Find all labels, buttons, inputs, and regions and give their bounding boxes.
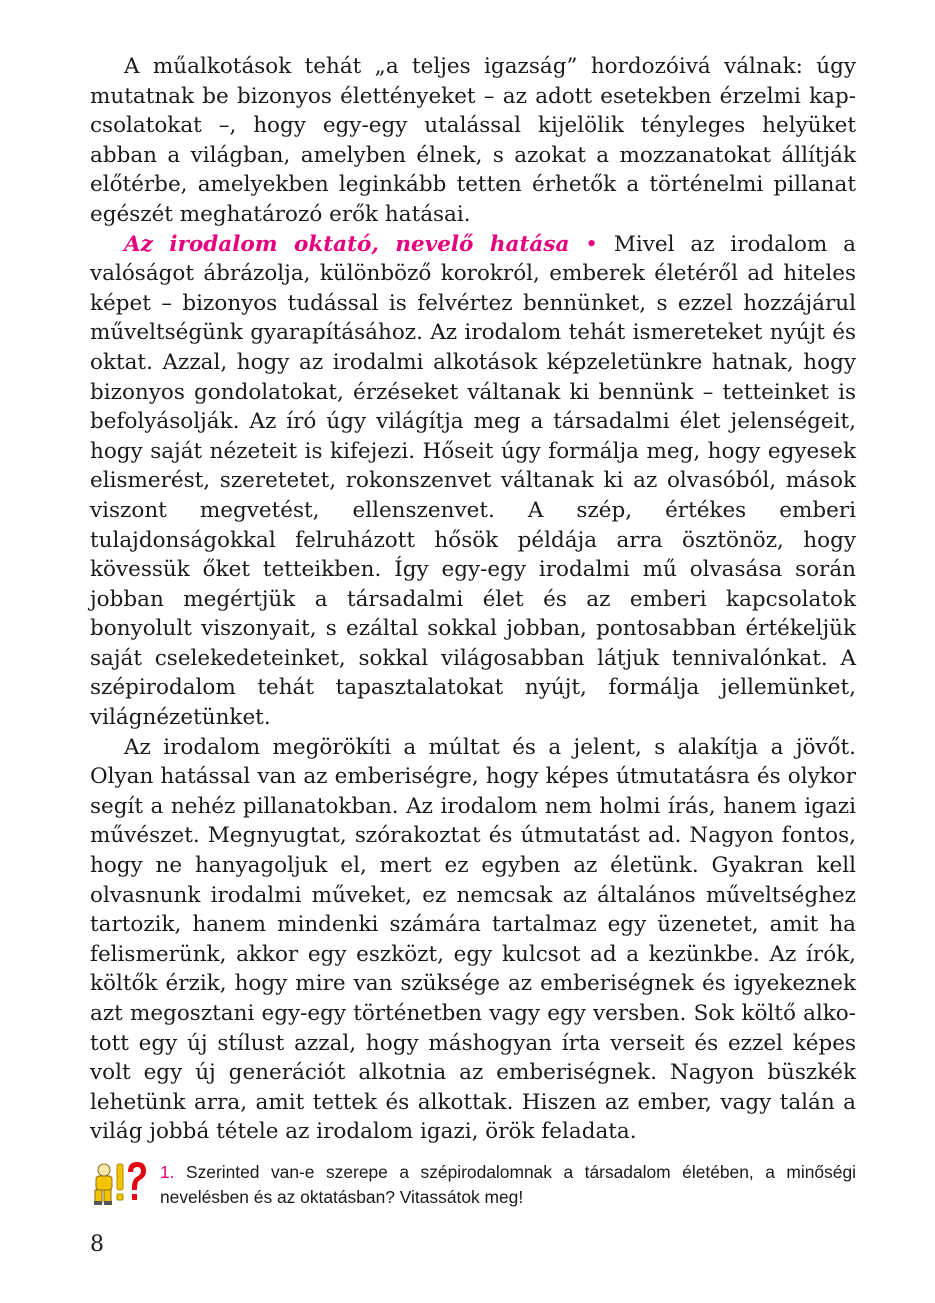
section-heading: Az irodalom oktató, nevelő hatása <box>124 231 570 257</box>
exercise-text: Szerinted van-e szerepe a szépirodalomnak a társadalom életében, a minőségi nevelésben és az oktatásban? Vitassátok meg! <box>160 1162 856 1207</box>
paragraph-1 <box>90 52 856 230</box>
exercise-number: 1. <box>160 1162 175 1182</box>
paragraph-3 <box>90 733 856 1147</box>
paragraph-2 <box>90 230 856 733</box>
bullet-icon: • <box>585 231 598 257</box>
paragraph-2-text: Mivel az irodalom a valóságot ábrázolja, különböző korokról, emberek életéről ad hiteles képet – bizonyos tudással is felvértez bennünket, s ezzel hozzájárul műveltségünk gyarapításához. Az irodalom tehát ismereteket nyújt és oktat. Azzal, hogy az irodalmi alkotások képzeletünkre hatnak, hogy bizonyos gondolatokat, érzéseket váltanak ki bennünk – tetteinket is befolyásolják. Az író úgy világítja meg a társadalmi élet jelenségeit, hogy saját nézeteit is kifejezi. Hőseit úgy formálja meg, hogy egyesek elismerést, szeretetet, rokonszenvet váltanak ki az olvasóból, mások viszont megvetést, ellenszenvet. A szép, értékes emberi tulajdonságokkal felruházott hősök példája arra ösztönöz, hogy kövessük őket tetteikben. Így egy-egy irodalmi mű olvasása során jobban megértjük a társadalmi élet és az emberi kapcsolatok bonyolult viszonyait, s ezáltal sokkal jobban, pontosabban értékeljük saját cselekedeteinket, sokkal világosabban látjuk tennivalónkat. A szépirodalom tehát tapasztalatokat nyújt, formálja jellemünket, világnézetünket. <box>90 231 856 731</box>
paragraph-3-text: Az irodalom megörökíti a múltat és a jelent, s alakítja a jövőt. Olyan hatással van az emberiségre, hogy képes útmutatásra és olykor segít a nehéz pillanatokban. Az irodalom nem holmi írás, hanem igazi művészet. Megnyugtat, szórakoztat és útmutatást ad. Nagyon fontos, hogy ne hanyagoljuk el, mert ez egyben az életünk. Gyakran kell olvasnunk irodalmi műveket, ez nemcsak az általános műveltséghez tartozik, hanem mindenki számára tartalmaz egy üzenetet, amit ha felismerünk, akkor egy eszközt, egy kulcsot ad a kezünkbe. Az írók, költők érzik, hogy mire van szüksége az emberiségnek és igyekeznek azt megosztani egy-egy történetben vagy egy versben. Sok költő alkotott egy új stílust azzal, hogy máshogyan írta verseit és ezzel képes volt egy új generációt alkotnia az emberiségnek. Nagyon büszkék lehetünk arra, amit tettek és alkottak. Hiszen az ember, vagy talán a világ jobbá tétele az irodalom igazi, örök feladata. <box>90 734 856 1145</box>
thinking-figure-question-exclamation-icon <box>90 1158 150 1208</box>
paragraph-1-text: A műalkotások tehát „a teljes igazság” hordozóivá válnak: úgy mutatnak be bizonyos élettényeket – az adott esetekben érzelmi kapcsolatokat –, hogy egy-egy utalással kijelölik tényleges helyüket abban a világban, amelyben élnek, s azokat a mozzanatokat állítják előtérbe, amelyekben leginkább tetten érhetők a történelmi pillanat egészét meghatározó erők hatásai. <box>90 54 856 227</box>
body-text <box>90 52 856 1147</box>
exercise-question <box>160 1160 856 1209</box>
page-number: 8 <box>90 1232 104 1257</box>
